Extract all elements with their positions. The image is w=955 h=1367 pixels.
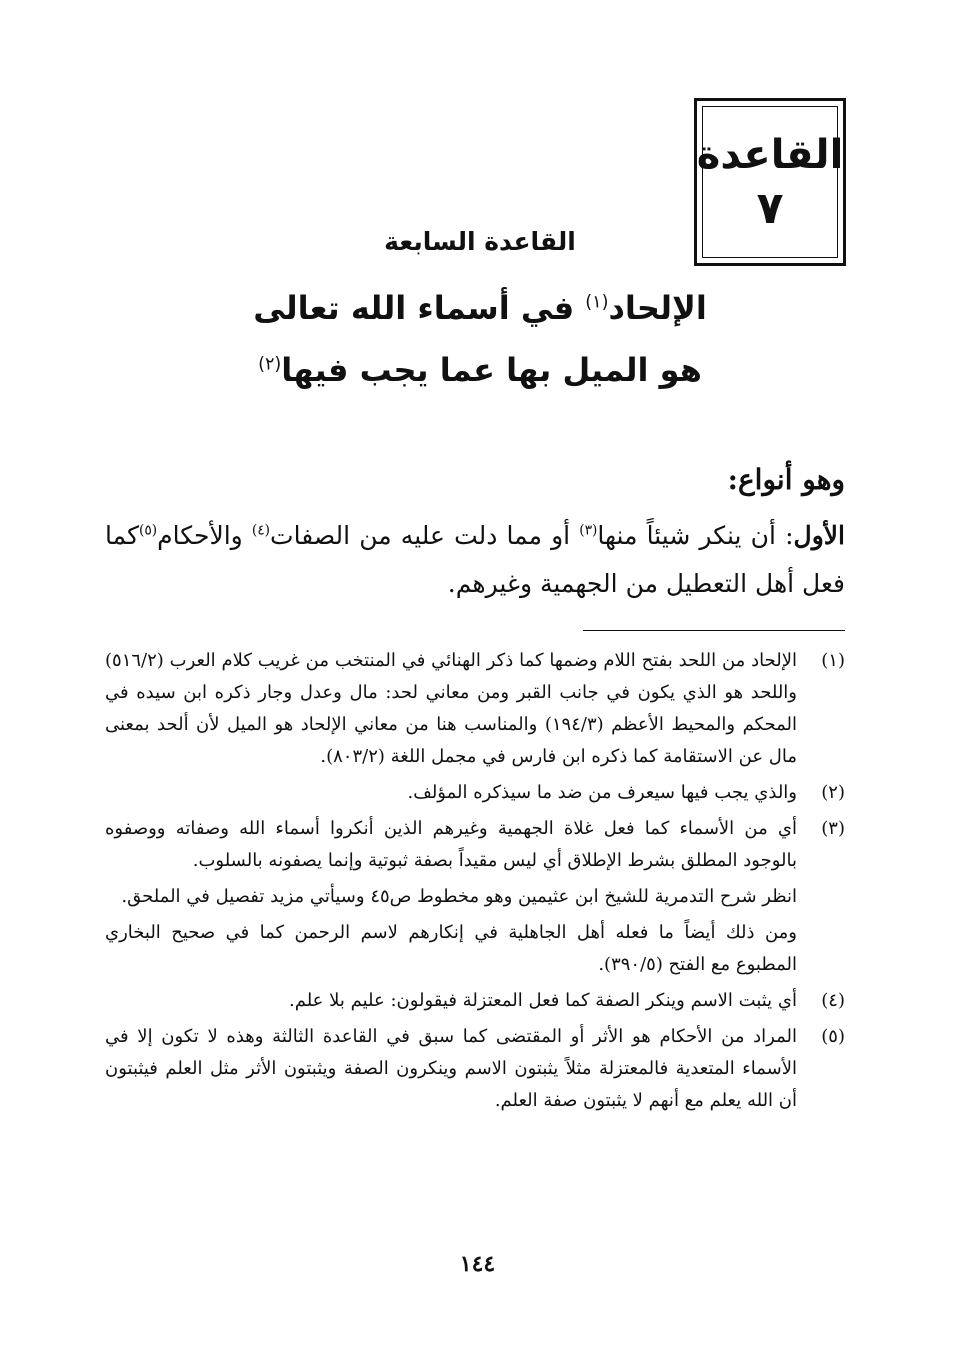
rule-box-word: القاعدة (696, 132, 844, 178)
footnote-text: أي من الأسماء كما فعل غلاة الجهمية وغيرهم الذين أنكروا أسماء الله وصفاته ووصفوه بالوجود المطلق بشرط الإطلاق أي ليس مقيداً بصفة ثبوتية وإنما يصفونه بالسلوب. (105, 818, 798, 871)
footnote-text: أي يثبت الاسم وينكر الصفة كما فعل المعتزلة فيقولون: عليم بلا علم. (289, 990, 797, 1011)
first-type-lead: الأول (793, 521, 845, 550)
footnote-text: انظر شرح التدمرية للشيخ ابن عثيمين وهو مخطوط ص٤٥ وسيأتي مزيد تفصيل في الملحق. (121, 886, 797, 907)
footnote-ref-1: (١) (585, 292, 609, 313)
footnote-divider (583, 630, 845, 631)
first-type-text-4: كما فعل أهل التعطيل من الجهمية وغيرهم. (105, 521, 845, 598)
title-line2-text: هو الميل بها عما يجب فيها (281, 351, 702, 389)
footnote-text: الإلحاد من اللحد بفتح اللام وضمها كما ذكر الهنائي في المنتخب من غريب كلام العرب (٥١٦/٢) واللحد هو الذي يكون في جانب القبر ومن معاني لحد: مال وعدل وجار ذكره ابن سيده في المحكم والمحيط الأعظم (١٩٤/٣) والمناسب هنا من معاني الإلحاد هو الميل لأن ألحد بمعنى مال عن الاستقامة كما ذكره ابن فارس في مجمل اللغة (٨٠٣/٢). (105, 650, 797, 767)
footnote-1 (105, 645, 845, 773)
footnote-4 (105, 985, 845, 1017)
footnote-ref-2: (٢) (258, 354, 282, 375)
rule-number-box (694, 98, 846, 266)
page-number: ١٤٤ (459, 1251, 496, 1277)
footnote-text: والذي يجب فيها سيعرف من ضد ما سيذكره المؤلف. (407, 782, 797, 803)
rule-box-number: ٧ (756, 183, 784, 234)
footnote-3 (105, 813, 845, 981)
title-line1-text: الإلحاد (608, 289, 707, 327)
title-line1-rest: في أسماء الله تعالى (253, 289, 586, 327)
rule-title-line-2 (200, 342, 760, 398)
first-type-text-3: والأحكام (157, 521, 252, 550)
rule-title-line-1 (200, 280, 760, 336)
rule-name-heading: القاعدة السابعة (384, 227, 576, 256)
footnote-ref-5: (٥) (138, 522, 158, 539)
rule-number-box-inner (696, 106, 844, 258)
footnote-text: ومن ذلك أيضاً ما فعله أهل الجاهلية في إنكارهم لاسم الرحمن كما في صحيح البخاري المطبوع مع الفتح (٣٩٠/٥). (105, 922, 797, 975)
footnote-ref-4: (٤) (251, 522, 271, 539)
footnote-ref-3: (٣) (579, 522, 598, 539)
first-type-text-2: أو مما دلت عليه من الصفات (270, 521, 580, 550)
footnote-number: (١) (821, 650, 845, 671)
footnote-2 (105, 777, 845, 809)
footnote-5 (105, 1021, 845, 1117)
first-type-text-1: : أن ينكر شيئاً منها (597, 521, 794, 550)
footnote-number: (٥) (821, 1026, 845, 1047)
footnote-text: المراد من الأحكام هو الأثر أو المقتضى كما سبق في القاعدة الثالثة وهذه لا تكون إلا في الأسماء المتعدية فالمعتزلة مثلاً يثبتون الاسم وينكرون الصفة ويثبتون الأثر مثل العلم فيثبتون أن الله يعلم مع أنهم لا يثبتون صفة العلم. (105, 1026, 797, 1111)
footnotes-section (105, 645, 845, 1121)
types-heading: وهو أنواع: (727, 463, 845, 496)
footnote-number: (٤) (821, 990, 845, 1011)
footnote-number: (٣) (821, 818, 845, 839)
footnote-number: (٢) (821, 782, 845, 803)
body-paragraph-first-type (105, 512, 845, 608)
